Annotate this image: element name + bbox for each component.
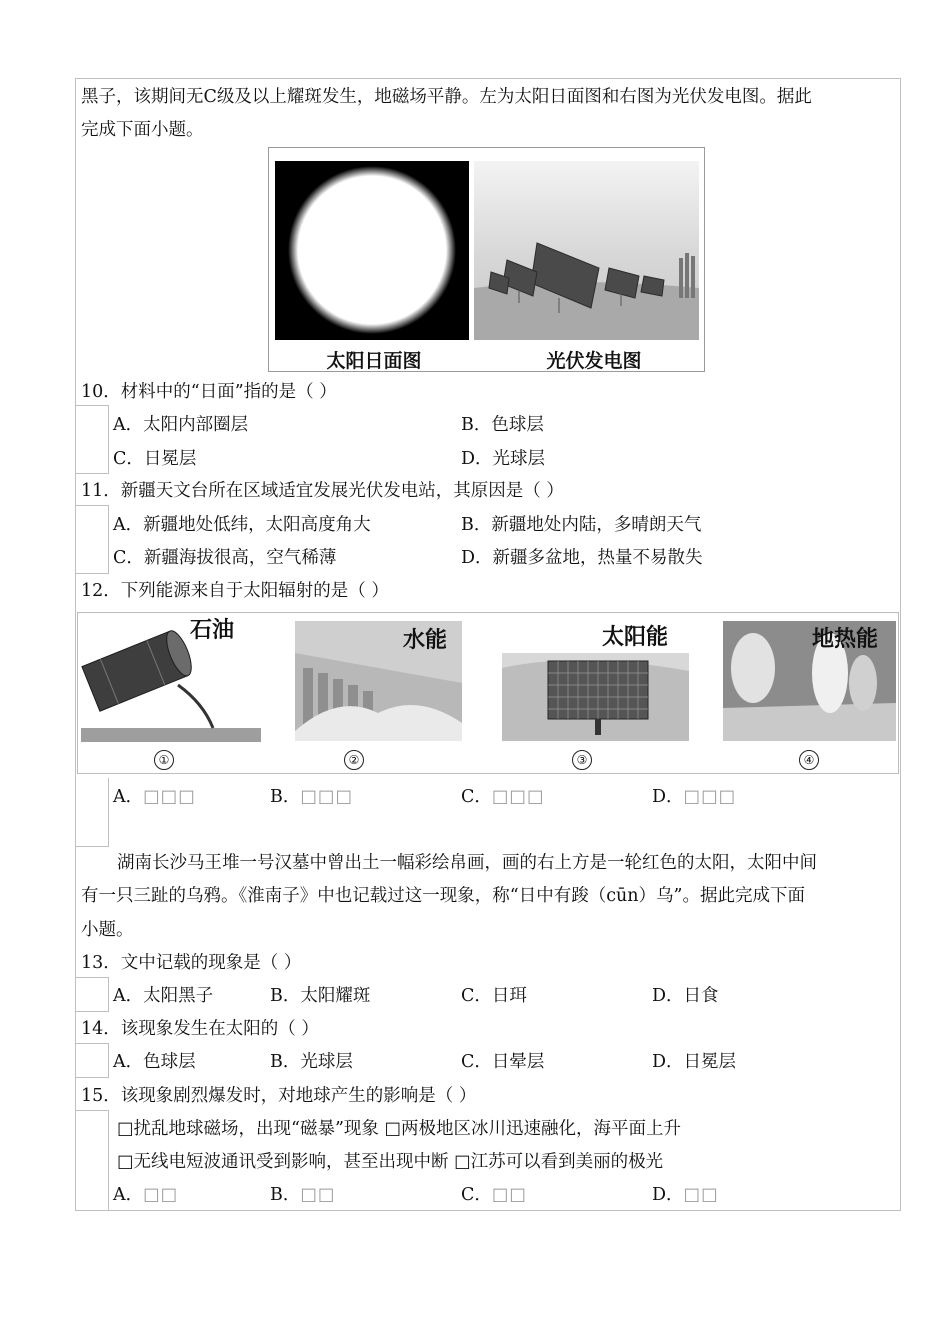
image-number-3: ③	[572, 750, 592, 770]
intro-line-1: 黑子，该期间无C级及以上耀斑发生，地磁场平静。左为太阳日面图和右图为光伏发电图。据此	[81, 87, 812, 107]
option-letter: A．	[113, 787, 144, 807]
option-bracket	[75, 1110, 109, 1111]
q10-stem: 10．材料中的“日面”指的是（ ）	[81, 382, 337, 402]
q15-option-c[interactable]	[461, 1184, 527, 1206]
q12-option-c[interactable]	[461, 786, 545, 808]
q14-option-b[interactable]: B．光球层	[270, 1052, 353, 1072]
option-letter: C．	[461, 787, 492, 807]
option-bracket	[75, 846, 109, 847]
image-number-1: ①	[154, 750, 174, 770]
option-letter: C．	[461, 1185, 492, 1205]
sun-pv-figure	[268, 147, 705, 372]
hydro-label: 水能	[403, 628, 448, 653]
q12-option-d[interactable]	[652, 786, 736, 808]
q12-option-a[interactable]	[113, 786, 196, 808]
sun-disk	[288, 166, 456, 334]
q11-option-b[interactable]: B．新疆地处内陆，多晴朗天气	[461, 515, 702, 535]
option-placeholder: □□□	[143, 787, 196, 807]
option-bracket	[75, 505, 109, 506]
q15-option-d[interactable]	[652, 1184, 719, 1206]
option-letter: D．	[652, 787, 684, 807]
option-placeholder: □□□	[491, 787, 545, 807]
intro-line-2: 完成下面小题。	[81, 120, 204, 140]
q15-statement-line-2: □无线电短波通讯受到影响，甚至出现中断 □江苏可以看到美丽的极光	[117, 1152, 664, 1172]
q11-stem: 11．新疆天文台所在区域适宜发展光伏发电站，其原因是（ ）	[81, 481, 564, 501]
option-placeholder: □□□	[300, 787, 353, 807]
q14-option-c[interactable]: C．日晕层	[461, 1052, 545, 1072]
q12-stem: 12．下列能源来自于太阳辐射的是（ ）	[81, 581, 389, 601]
option-letter: B．	[270, 787, 301, 807]
option-bracket	[108, 405, 109, 473]
option-bracket	[75, 405, 109, 406]
pv-caption: 光伏发电图	[546, 350, 642, 372]
q15-option-a[interactable]	[113, 1184, 178, 1206]
q13-option-d[interactable]: D．日食	[652, 986, 719, 1006]
oil-label: 石油	[190, 618, 235, 643]
q11-option-c[interactable]: C．新疆海拔很高，空气稀薄	[113, 548, 337, 568]
sun-pv-figure-svg	[269, 148, 704, 371]
passage-line-3: 小题。	[81, 920, 134, 940]
option-letter: A．	[113, 1185, 144, 1205]
sun-disk-caption: 太阳日面图	[326, 350, 422, 372]
option-bracket	[75, 573, 109, 574]
q13-option-c[interactable]: C．日珥	[461, 986, 527, 1006]
q10-option-c[interactable]: C．日冕层	[113, 449, 197, 469]
option-bracket	[75, 1011, 109, 1012]
q10-option-d[interactable]: D．光球层	[461, 449, 546, 469]
passage-line-1: 湖南长沙马王堆一号汉墓中曾出土一幅彩绘帛画，画的右上方是一轮红色的太阳，太阳中间	[117, 853, 817, 873]
option-bracket	[108, 1043, 109, 1077]
option-placeholder: □□	[683, 1185, 719, 1205]
option-letter: B．	[270, 1185, 301, 1205]
option-placeholder: □□	[491, 1185, 527, 1205]
option-bracket	[108, 505, 109, 573]
q13-stem: 13．文中记载的现象是（ ）	[81, 953, 302, 973]
option-bracket	[75, 1043, 109, 1044]
q15-option-b[interactable]	[270, 1184, 335, 1206]
q11-option-d[interactable]: D．新疆多盆地，热量不易散失	[461, 548, 703, 568]
q15-statement-line-1: □扰乱地球磁场，出现“磁暴”现象 □两极地区冰川迅速融化，海平面上升	[117, 1119, 682, 1139]
q14-option-d[interactable]: D．日冕层	[652, 1052, 737, 1072]
option-bracket	[108, 778, 109, 846]
image-number-4: ④	[799, 750, 819, 770]
q11-option-a[interactable]: A．新疆地处低纬，太阳高度角大	[113, 515, 371, 535]
option-bracket	[75, 1077, 109, 1078]
geothermal-label: 地热能	[812, 627, 879, 652]
q10-option-a[interactable]: A．太阳内部圈层	[113, 415, 249, 435]
option-placeholder: □□	[300, 1185, 336, 1205]
option-bracket	[75, 473, 109, 474]
q14-option-a[interactable]: A．色球层	[113, 1052, 196, 1072]
solar-label: 太阳能	[602, 625, 669, 650]
option-letter: D．	[652, 1185, 684, 1205]
option-bracket	[108, 977, 109, 1011]
option-placeholder: □□	[143, 1185, 179, 1205]
energy-figure	[77, 612, 899, 774]
passage-line-2: 有一只三趾的乌鸦。《淮南子》中也记载过这一现象，称“日中有踆（cūn）乌”。据此完成下面	[81, 886, 805, 906]
q13-option-a[interactable]: A．太阳黑子	[113, 986, 214, 1006]
option-bracket	[108, 1110, 109, 1210]
q10-option-b[interactable]: B．色球层	[461, 415, 544, 435]
q12-option-b[interactable]	[270, 786, 353, 808]
q15-stem: 15．该现象剧烈爆发时，对地球产生的影响是（ ）	[81, 1086, 477, 1106]
q13-option-b[interactable]: B．太阳耀斑	[270, 986, 371, 1006]
option-placeholder: □□□	[683, 787, 737, 807]
image-number-2: ②	[344, 750, 364, 770]
q14-stem: 14．该现象发生在太阳的（ ）	[81, 1019, 319, 1039]
option-bracket	[75, 977, 109, 978]
